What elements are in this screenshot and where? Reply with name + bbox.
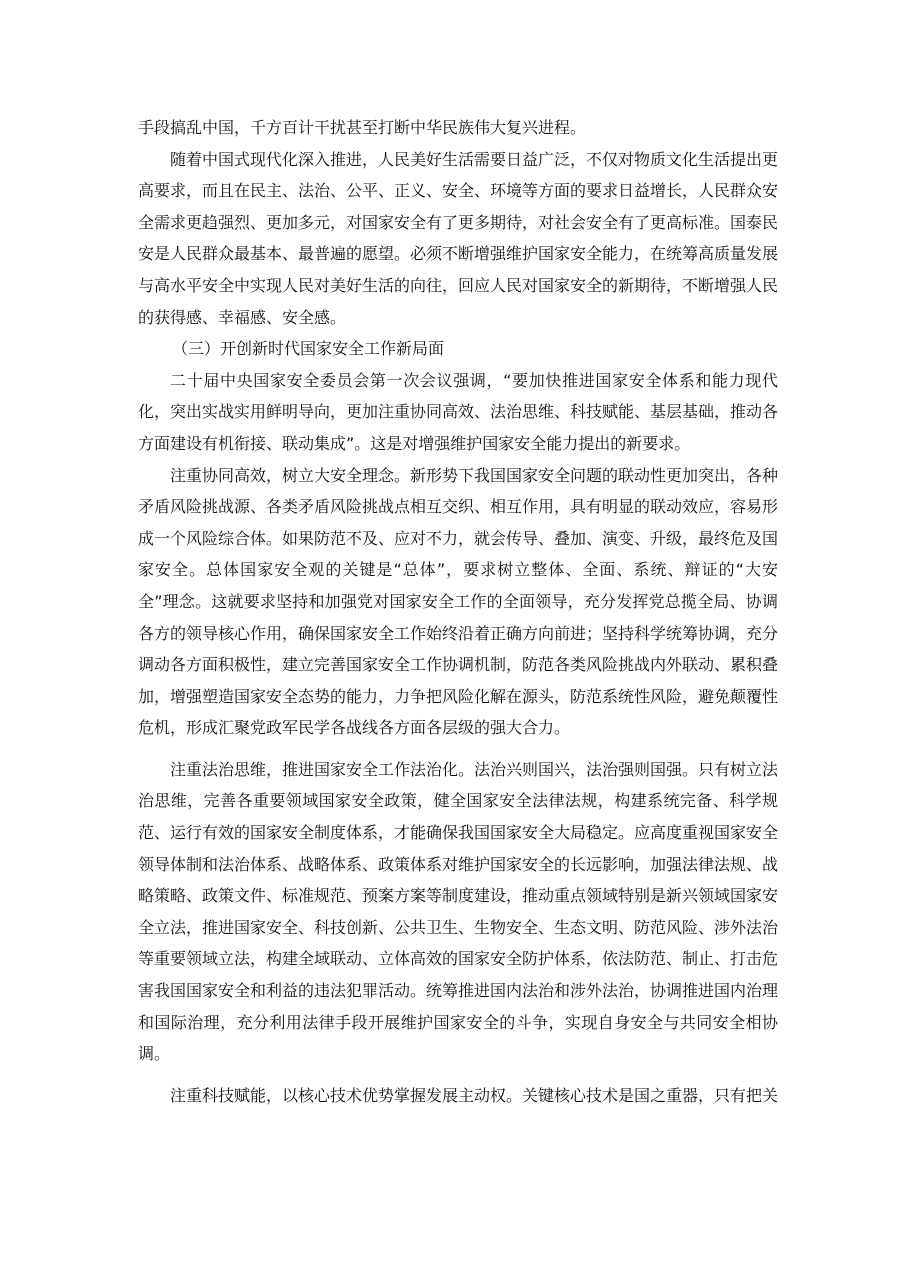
paragraph-meeting: 二十届中央国家安全委员会第一次会议强调，“要加快推进国家安全体系和能力现代化，突出实战实用鲜明导向，更加注重协同高效、法治思维、科技赋能、基层基础，推动各方面建设有机衔接、联动集成”。这是对增强维护国家安全能力提出的新要求。 [138, 370, 779, 453]
paragraph-continuation: 手段搞乱中国，千方百计干扰甚至打断中华民族伟大复兴进程。 [138, 118, 587, 137]
paragraph-people-needs: 随着中国式现代化深入推进，人民美好生活需要日益广泛，不仅对物质文化生活提出更高要求，而且在民主、法治、公平、正义、安全、环境等方面的要求日益增长，人民群众安全需求更趋强烈、更加多元，对国家安全有了更多期待，对社会安全有了更高标准。国泰民安是人民群众最基本、最普遍的愿望。必须不断增强维护国家安全能力，在统筹高质量发展与高水平安全中实现人民对美好生活的向往，回应人民对国家安全的新期待，不断增强人民的获得感、幸福感、安全感。 [138, 149, 779, 327]
document-page [138, 112, 778, 1111]
paragraph-technology: 注重科技赋能，以核心技术优势掌握发展主动权。关键核心技术是国之重器，只有把关 [170, 1085, 779, 1105]
section-heading: （三）开创新时代国家安全工作新局面 [172, 339, 445, 359]
paragraph-coordination: 注重协同高效，树立大安全理念。新形势下我国国家安全问题的联动性更加突出，各种矛盾风险挑战源、各类矛盾风险挑战点相互交织、相互作用，具有明显的联动效应，容易形成一个风险综合体。如果防范不及、应对不力，就会传导、叠加、演变、升级，最终危及国家安全。总体国家安全观的关键是“总体”，要求树立整体、全面、系统、辩证的“大安全”理念。这就要求坚持和加强党对国家安全工作的全面领导，充分发挥党总揽全局、协调各方的领导核心作用，确保国家安全工作始终沿着正确方向前进；坚持科学统筹协调，充分调动各方面积极性，建立完善国家安全工作协调机制，防范各类风险挑战内外联动、累积叠加，增强塑造国家安全态势的能力，力争把风险化解在源头，防范系统性风险，避免颠覆性危机，形成汇聚党政军民学各战线各方面各层级的强大合力。 [138, 465, 779, 738]
paragraph-rule-of-law: 注重法治思维，推进国家安全工作法治化。法治兴则国兴，法治强则国强。只有树立法治思维，完善各重要领域国家安全政策，健全国家安全法律法规，构建系统完备、科学规范、运行有效的国家安全制度体系，才能确保我国国家安全大局稳定。应高度重视国家安全领导体制和法治体系、战略体系、政策体系对维护国家安全的长远影响，加强法律法规、战略策略、政策文件、标准规范、预案方案等制度建设，推动重点领域特别是新兴领域国家安全立法，推进国家安全、科技创新、公共卫生、生物安全、生态文明、防范风险、涉外法治等重要领域立法，构建全域联动、立体高效的国家安全防护体系，依法防范、制止、打击危害我国国家安全和利益的违法犯罪活动。统筹推进国内法治和涉外法治，协调推进国内治理和国际治理，充分利用法律手段开展维护国家安全的斗争，实现自身安全与共同安全相协调。 [138, 759, 779, 1064]
